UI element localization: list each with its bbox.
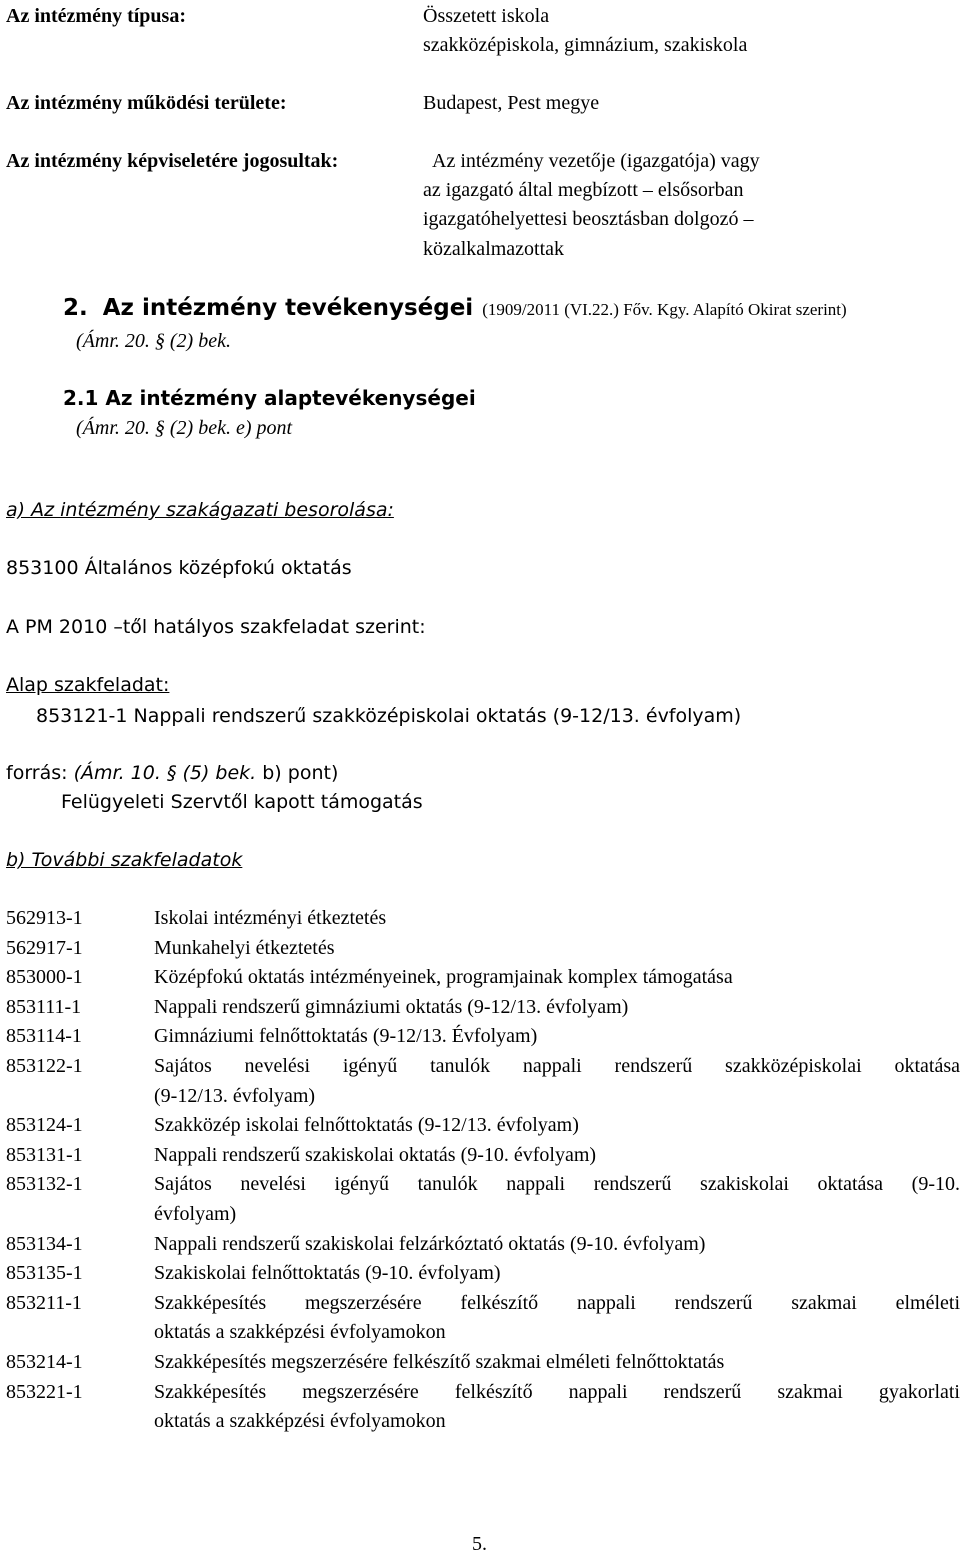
section-2-number: 2. (63, 295, 88, 321)
task-code: 562917-1 (6, 936, 83, 959)
task-description: Munkahelyi étkeztetés (154, 936, 335, 959)
task-description: Sajátos nevelési igényű tanulók nappali rendszerű szakközépiskolai oktatása (154, 1055, 960, 1077)
representative-line-3: igazgatóhelyettesi beosztásban dolgozó – (423, 208, 754, 230)
basic-task-label: Alap szakfeladat: (6, 674, 170, 696)
task-code: 853134-1 (6, 1232, 83, 1255)
institution-type-value: Összetett iskola (423, 5, 550, 27)
representative-line-4: közalkalmazottak (423, 238, 565, 260)
institution-type-detail: szakközépiskola, gimnázium, szakiskola (423, 34, 748, 56)
task-description: Szakiskolai felnőttoktatás (9-10. évfolyam) (154, 1262, 501, 1285)
source-point: b) pont) (262, 762, 339, 784)
task-description: Gimnáziumi felnőttoktatás (9-12/13. Évfolyam) (154, 1025, 538, 1048)
task-code: 853000-1 (6, 966, 83, 989)
operating-area-value: Budapest, Pest megye (423, 92, 600, 114)
task-description: Nappali rendszerű szakiskolai oktatás (9-10. évfolyam) (154, 1143, 597, 1166)
task-description: Nappali rendszerű gimnáziumi oktatás (9-12/13. évfolyam) (154, 995, 629, 1018)
task-code: 853214-1 (6, 1351, 83, 1373)
task-code: 853114-1 (6, 1025, 82, 1048)
task-description: Középfokú oktatás intézményeinek, programjainak komplex támogatása (154, 966, 733, 989)
source-law-reference: (Ámr. 10. § (5) bek. (73, 762, 257, 784)
task-description: Sajátos nevelési igényű tanulók nappali rendszerű szakiskolai oktatása (9-10. (154, 1173, 960, 1196)
task-description: Iskolai intézményi étkeztetés (154, 907, 387, 929)
section-2-heading (63, 296, 847, 322)
task-description: Szakképesítés megszerzésére felkészítő nappali rendszerű szakmai elméleti (154, 1291, 960, 1314)
task-code: 853221-1 (6, 1380, 83, 1403)
section-2-title: Az intézmény tevékenységei (102, 295, 474, 321)
task-description-continued: oktatás a szakképzési évfolyamokon (154, 1410, 446, 1433)
task-description: Nappali rendszerű szakiskolai felzárkóztató oktatás (9-10. évfolyam) (154, 1232, 706, 1255)
task-code: 853132-1 (6, 1173, 83, 1196)
task-code: 853131-1 (6, 1143, 83, 1166)
task-code: 853124-1 (6, 1114, 83, 1137)
part-a-heading: a) Az intézmény szakágazati besorolása: (6, 499, 394, 521)
task-code: 853122-1 (6, 1055, 83, 1077)
classification-line: 853100 Általános középfokú oktatás (6, 557, 352, 579)
task-code: 853111-1 (6, 995, 82, 1018)
pm-text: A PM 2010 –től hatályos szakfeladat szerint: (6, 616, 426, 638)
representative-label: Az intézmény képviseletére jogosultak: (6, 150, 339, 172)
institution-type-label: Az intézmény típusa: (6, 5, 186, 27)
task-description: Szakképesítés megszerzésére felkészítő szakmai elméleti felnőttoktatás (154, 1351, 725, 1373)
operating-area-label: Az intézmény működési területe: (6, 92, 287, 114)
task-code: 853135-1 (6, 1262, 83, 1285)
representative-line-1: Az intézmény vezetője (igazgatója) vagy (432, 150, 760, 172)
page-number: 5. (472, 1533, 487, 1555)
task-code: 562913-1 (6, 907, 83, 929)
task-description-continued: oktatás a szakképzési évfolyamokon (154, 1321, 446, 1344)
task-description-continued: (9-12/13. évfolyam) (154, 1084, 316, 1107)
support-line: Felügyeleti Szervtől kapott támogatás (61, 791, 423, 813)
section-2-reference: (1909/2011 (VI.22.) Főv. Kgy. Alapító Okirat szerint) (482, 300, 847, 319)
representative-line-2: az igazgató által megbízott – elsősorban (423, 179, 744, 201)
task-description: Szakközép iskolai felnőttoktatás (9-12/13. évfolyam) (154, 1114, 579, 1137)
source-line (6, 761, 338, 785)
basic-task-value: 853121-1 Nappali rendszerű szakközépiskolai oktatás (9-12/13. évfolyam) (36, 705, 742, 727)
task-description: Szakképesítés megszerzésére felkészítő nappali rendszerű szakmai gyakorlati (154, 1380, 960, 1403)
source-label: forrás: (6, 762, 68, 784)
part-b-heading: b) További szakfeladatok (6, 849, 243, 871)
section-2-1-title: 2.1 Az intézmény alaptevékenységei (63, 386, 476, 410)
section-2-law-reference: (Ámr. 20. § (2) bek. (76, 330, 231, 352)
task-description-continued: évfolyam) (154, 1202, 237, 1225)
section-2-1-law-reference: (Ámr. 20. § (2) bek. e) pont (76, 417, 293, 439)
task-code: 853211-1 (6, 1291, 82, 1314)
